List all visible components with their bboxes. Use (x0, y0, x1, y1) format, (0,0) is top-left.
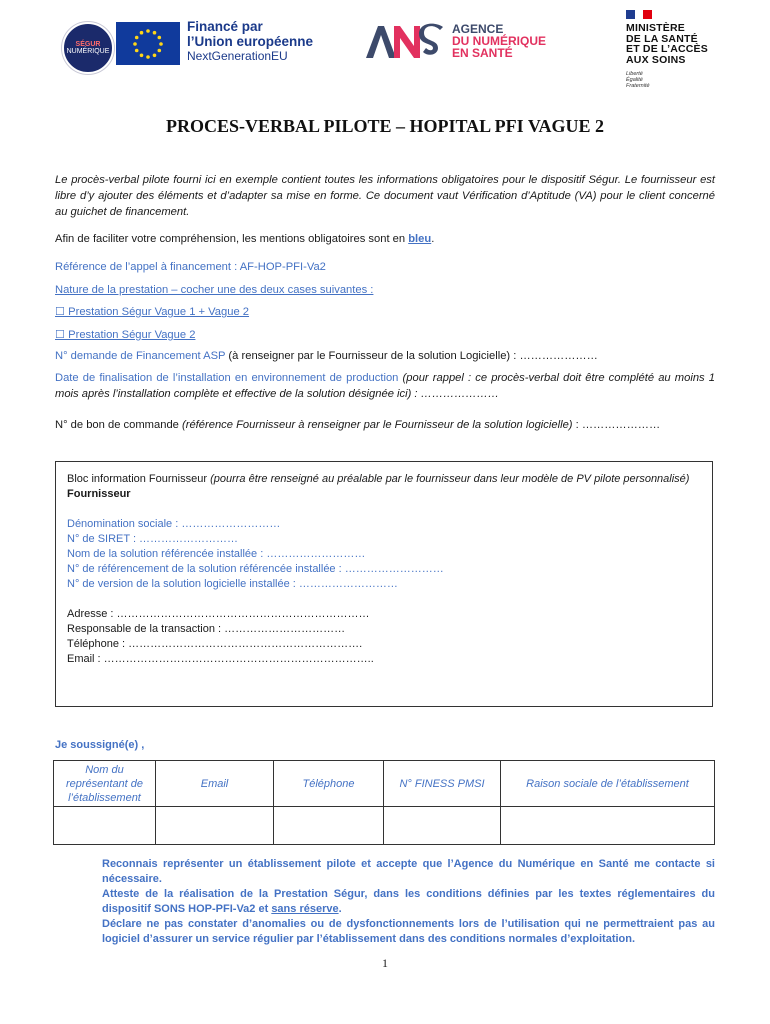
asp-label: N° demande de Financement ASP (55, 350, 226, 362)
eu-funding-text (187, 19, 313, 64)
header-email: Email (156, 761, 274, 807)
segur-logo-text-2: NUMÉRIQUE (66, 48, 110, 55)
cell-email[interactable] (156, 807, 274, 845)
siret-field[interactable]: N° de SIRET : ……………………… (67, 533, 239, 545)
asp-request-line (55, 348, 715, 364)
declaration-2-end: . (338, 903, 342, 915)
table-header-row (54, 761, 715, 807)
declaration-1: Reconnais représenter un établissement pilote et accepte que l’Agence du Numérique en Santé me contacte si nécessaire. (102, 858, 715, 885)
cell-finess[interactable] (384, 807, 501, 845)
solution-name-field[interactable]: Nom de la solution référencée installée : ……………………… (67, 548, 366, 560)
transaction-manager-field[interactable]: Responsable de la transaction : …………………………… (67, 623, 346, 635)
eu-line-2: l’Union européenne (187, 34, 314, 49)
header-company-name: Raison sociale de l’établissement (501, 761, 715, 807)
install-date-line (55, 370, 715, 402)
mentions-text: Afin de faciliter votre compréhension, les mentions obligatoires sont en (55, 233, 409, 245)
header-finess: N° FINESS PMSI (384, 761, 501, 807)
mentions-paragraph (55, 231, 715, 247)
header-representative: Nom du représentant de l’établissement (54, 761, 156, 807)
asp-rest: (à renseigner par le Fournisseur de la solution Logicielle) : ………………… (225, 350, 598, 362)
signatory-table (53, 760, 715, 845)
list-item (78, 917, 715, 947)
date-rest: (pour rappel : ce procès-verbal doit être complété au moins 1 mois après l’installation complète et effective de la solution désignée ici) : ………………… (55, 372, 715, 400)
ans-logo-text (452, 23, 546, 59)
cell-company-name[interactable] (501, 807, 715, 845)
cell-representative[interactable] (54, 807, 156, 845)
list-item (78, 887, 715, 917)
declaration-2: Atteste de la réalisation de la Prestation Ségur, dans les conditions définies par les textes réglementaires du dispositif SONS HOP-PFI-Va2 et (102, 888, 715, 915)
supplier-info-box (55, 461, 713, 707)
list-item (78, 857, 715, 887)
order-label: N° de bon de commande (55, 419, 179, 431)
motto-line-2: Égalité (626, 77, 643, 83)
order-number-line (55, 417, 715, 433)
page-number: 1 (382, 956, 388, 970)
table-row (54, 807, 715, 845)
signatory-label (55, 739, 144, 751)
segur-numerique-logo (62, 22, 114, 74)
phone-field[interactable]: Téléphone : ………………………………………………………. (67, 638, 363, 650)
option-vague-1-2[interactable]: ☐ Prestation Ségur Vague 1 + Vague 2 (55, 306, 250, 318)
header-phone: Téléphone (274, 761, 384, 807)
ministry-line-4: AUX SOINS (626, 53, 686, 66)
order-suffix: : ………………… (572, 419, 661, 431)
supplier-intro-plain: Bloc information Fournisseur (67, 473, 211, 485)
segur-logo-text-1: SÉGUR (75, 41, 101, 48)
address-field[interactable]: Adresse : …………………………………………………………… (67, 608, 370, 620)
solution-reference-field[interactable]: N° de référencement de la solution référencée installée : ……………………… (67, 563, 444, 575)
motto-line-1: Liberté (626, 71, 643, 77)
blue-highlight-link: bleu (408, 233, 432, 245)
ministry-line-1: MINISTÈRE (626, 22, 685, 34)
eu-line-3: NextGenerationEU (187, 49, 288, 63)
supplier-intro-italic: (pourra être renseigné au préalable par le fournisseur dans leur modèle de PV pilote personnalisé) (210, 473, 690, 485)
option-vague-2[interactable]: ☐ Prestation Ségur Vague 2 (55, 329, 196, 341)
reference-line: Référence de l’appel à financement : AF-HOP-PFI-Va2 (55, 261, 326, 273)
order-italic: (référence Fournisseur à renseigner par le Fournisseur de la solution logicielle) (178, 419, 573, 431)
document-title: PROCES-VERBAL PILOTE – HOPITAL PFI VAGUE 2 (165, 116, 605, 136)
date-label: Date de finalisation de l’installation en environnement de production (55, 372, 399, 384)
intro-paragraph: Le procès-verbal pilote fourni ici en exemple contient toutes les informations obligatoires pour le dispositif Ségur. Le fournisseur est libre d’y ajouter des éléments et d’adapter sa mise en forme. Ce document vaut Vérification d’Aptitude (VA) pour le client concerné au guichet de financement. (55, 174, 715, 218)
eu-line-1: Financé par (187, 19, 263, 34)
signatory-text: Je soussigné(e) , (55, 739, 145, 751)
eu-flag-icon (116, 22, 180, 65)
republic-motto (626, 71, 650, 89)
ans-line-3: EN SANTÉ (452, 46, 513, 60)
supplier-heading: Fournisseur (67, 488, 131, 500)
ministry-line-2: DE LA SANTÉ (626, 32, 698, 45)
email-field[interactable]: Email : ……………………………………………………………….. (67, 653, 374, 665)
french-flag-icon (626, 10, 652, 19)
motto-line-3: Fraternité (626, 83, 650, 89)
declarations-list (78, 857, 715, 947)
nature-line: Nature de la prestation – cocher une des deux cases suivantes : (55, 284, 374, 296)
cell-phone[interactable] (274, 807, 384, 845)
declaration-2-underlined: sans réserve (271, 903, 339, 915)
company-name-field[interactable]: Dénomination sociale : ……………………… (67, 518, 281, 530)
supplier-box-intro (67, 472, 703, 487)
ans-logo-icon (364, 22, 444, 60)
ministry-logo-text (626, 23, 708, 65)
mentions-suffix: . (431, 233, 435, 245)
ans-line-2: DU NUMÉRIQUE (452, 34, 547, 48)
declaration-3: Déclare ne pas constater d’anomalies ou de dysfonctionnements lors de l’utilisation qui ne permettraient pas au logiciel d’assurer un service régulier par l’établissement dans des conditions normales d’exploitation. (102, 918, 715, 945)
ministry-line-3: ET DE L’ACCÈS (626, 43, 708, 55)
software-version-field[interactable]: N° de version de la solution logicielle installée : ……………………… (67, 578, 398, 590)
ans-line-1: AGENCE (452, 22, 504, 36)
